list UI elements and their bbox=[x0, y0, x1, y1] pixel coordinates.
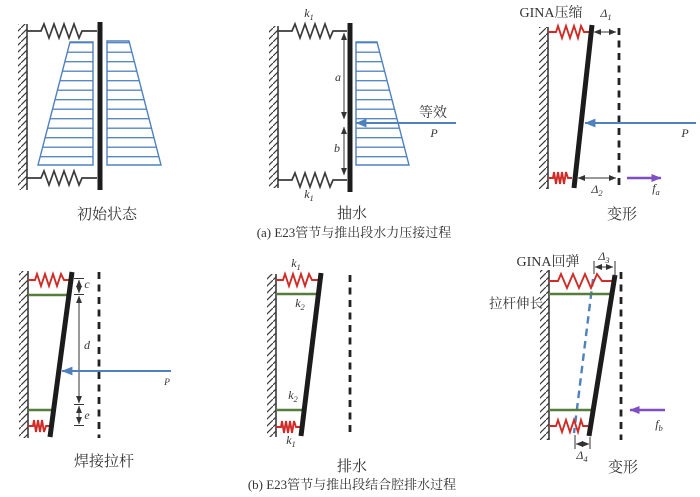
gina-spring-k1-top bbox=[276, 274, 319, 286]
label-equivalent: 等效 bbox=[419, 106, 447, 121]
label-delta4: $\Delta_4$ bbox=[576, 448, 588, 464]
wall-hatching bbox=[539, 27, 548, 189]
label-delta3: $\Delta_3$ bbox=[598, 249, 610, 265]
panel-drain bbox=[267, 256, 367, 475]
spring-top bbox=[27, 24, 97, 38]
gina-spring-top bbox=[28, 274, 70, 286]
caption-initial: 初始状态 bbox=[76, 207, 138, 223]
process-title-a: (a) E23管节与推出段水力压接过程 bbox=[256, 225, 452, 240]
label-rod-elongation: 拉杆伸长 bbox=[489, 296, 543, 311]
wall-hatching bbox=[18, 24, 27, 190]
label-dim-a: a bbox=[335, 70, 341, 84]
element-bar-tilted bbox=[589, 275, 615, 436]
label-force-p: P bbox=[681, 126, 689, 140]
gina-spring-top bbox=[548, 26, 589, 38]
element-bar-tilted bbox=[574, 25, 592, 188]
panel-initial-state bbox=[18, 22, 161, 223]
label-friction-fb: $f_b$ bbox=[655, 417, 663, 433]
spring-bottom bbox=[27, 171, 97, 185]
gina-spring-bottom bbox=[549, 420, 588, 432]
label-force-p: P bbox=[430, 126, 438, 140]
process-title-b: (b) E23管节与推出段结合腔排水过程 bbox=[247, 477, 457, 492]
panel-deform-a bbox=[520, 5, 697, 223]
caption-weld: 焊接拉杆 bbox=[73, 454, 135, 470]
panel-weld-tie-rod bbox=[19, 271, 171, 470]
caption-deform-a: 变形 bbox=[606, 207, 638, 223]
caption-pumping: 抽水 bbox=[336, 206, 368, 222]
label-friction-fa: $f_a$ bbox=[652, 181, 660, 197]
label-force-p: P bbox=[164, 378, 170, 388]
label-delta2: $\Delta_2$ bbox=[591, 182, 603, 198]
label-gina-rebound: GINA回弹 bbox=[516, 255, 580, 270]
spring-k1-top bbox=[278, 24, 347, 38]
water-pressure-right bbox=[356, 42, 409, 165]
water-pressure-left bbox=[38, 42, 93, 165]
element-bar-tilted bbox=[301, 273, 321, 436]
label-k2-top: $k_2$ bbox=[295, 296, 305, 312]
gina-spring-bottom-compressed bbox=[28, 420, 49, 432]
label-gina-compress: GINA压缩 bbox=[519, 6, 583, 21]
caption-drain: 排水 bbox=[336, 459, 368, 475]
label-k2-bottom: $k_2$ bbox=[288, 388, 298, 404]
gina-spring-k1-bottom bbox=[276, 421, 300, 433]
spring-k1-bottom bbox=[278, 173, 347, 187]
label-dim-c: c bbox=[84, 277, 90, 291]
caption-deform-b: 变形 bbox=[607, 460, 639, 476]
gina-spring-bottom-compressed bbox=[548, 172, 572, 184]
element-bar-tilted bbox=[50, 272, 72, 437]
label-dim-d: d bbox=[84, 338, 90, 352]
label-k1-bottom: $k_1$ bbox=[286, 433, 296, 449]
wall-hatching bbox=[269, 26, 278, 188]
wall-hatching bbox=[267, 274, 276, 437]
label-k1-top: $k_1$ bbox=[291, 256, 301, 272]
label-k1-top: $k_1$ bbox=[304, 6, 314, 22]
gina-spring-top-stretched bbox=[549, 274, 613, 288]
water-pressure-right bbox=[107, 41, 161, 165]
panel-deform-b bbox=[489, 249, 665, 476]
label-dim-b: b bbox=[334, 141, 340, 155]
label-k1-bottom: $k_1$ bbox=[304, 187, 314, 203]
label-delta1: $\Delta_1$ bbox=[600, 6, 612, 22]
panel-pumping bbox=[269, 6, 456, 222]
wall-hatching bbox=[19, 271, 28, 438]
label-dim-e: e bbox=[84, 408, 90, 422]
